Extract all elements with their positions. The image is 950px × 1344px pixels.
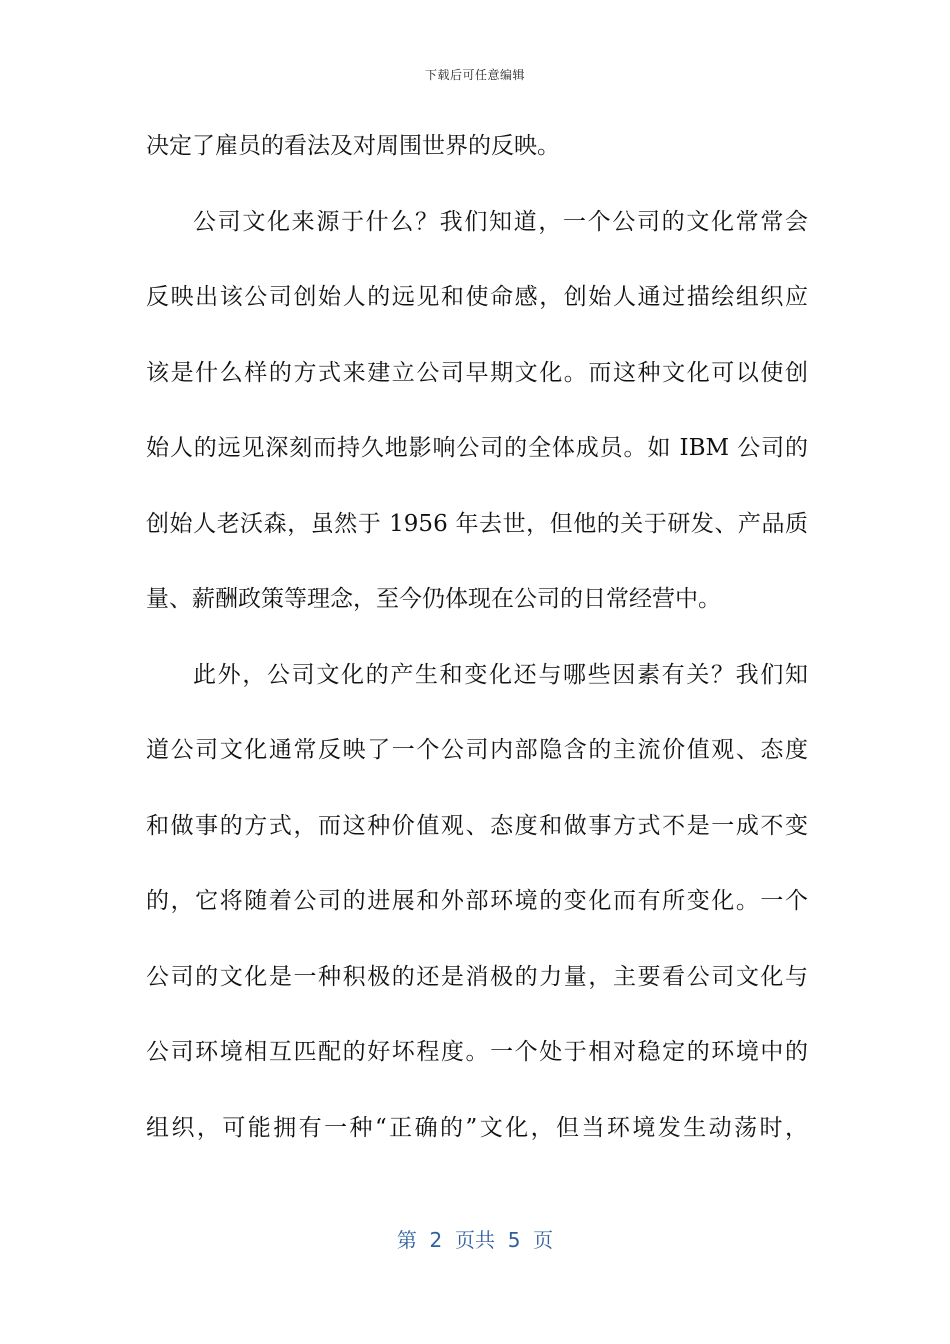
text-line: 量、薪酬政策等理念，至今仍体现在公司的日常经营中。: [146, 586, 721, 612]
page-header: 下载后可任意编辑: [424, 68, 525, 82]
text-line: 反映出该公司创始人的远见和使命感，创始人通过描绘组织应: [146, 284, 808, 310]
text-line: 道公司文化通常反映了一个公司内部隐含的主流价值观、态度: [146, 737, 808, 763]
text-line: 创始人老沃森，虽然于 1956 年去世，但他的关于研发、产品质: [146, 510, 808, 537]
text-line: 该是什么样的方式来建立公司早期文化。而这种文化可以使创: [146, 359, 808, 386]
text-line: 公司的文化是一种积极的还是消极的力量，主要看公司文化与: [146, 963, 808, 990]
text-line: 和做事的方式，而这种价值观、态度和做事方式不是一成不变: [146, 812, 808, 839]
text-line: 始人的远见深刻而持久地影响公司的全体成员。如 IBM 公司的: [146, 435, 808, 461]
text-line: 的，它将随着公司的进展和外部环境的变化而有所变化。一个: [146, 888, 808, 914]
page-number-footer: 第 2 页共 5 页: [396, 1228, 554, 1252]
text-line: 公司环境相互匹配的好坏程度。一个处于相对稳定的环境中的: [146, 1039, 808, 1065]
text-line: 此外，公司文化的产生和变化还与哪些因素有关？我们知: [193, 661, 808, 688]
text-line: 组织，可能拥有一种“正确的”文化，但当环境发生动荡时，: [146, 1114, 808, 1141]
body-text: [146, 118, 808, 1175]
text-line: 公司文化来源于什么？我们知道，一个公司的文化常常会: [193, 208, 808, 235]
text-line: 决定了雇员的看法及对周围世界的反映。: [146, 133, 560, 159]
